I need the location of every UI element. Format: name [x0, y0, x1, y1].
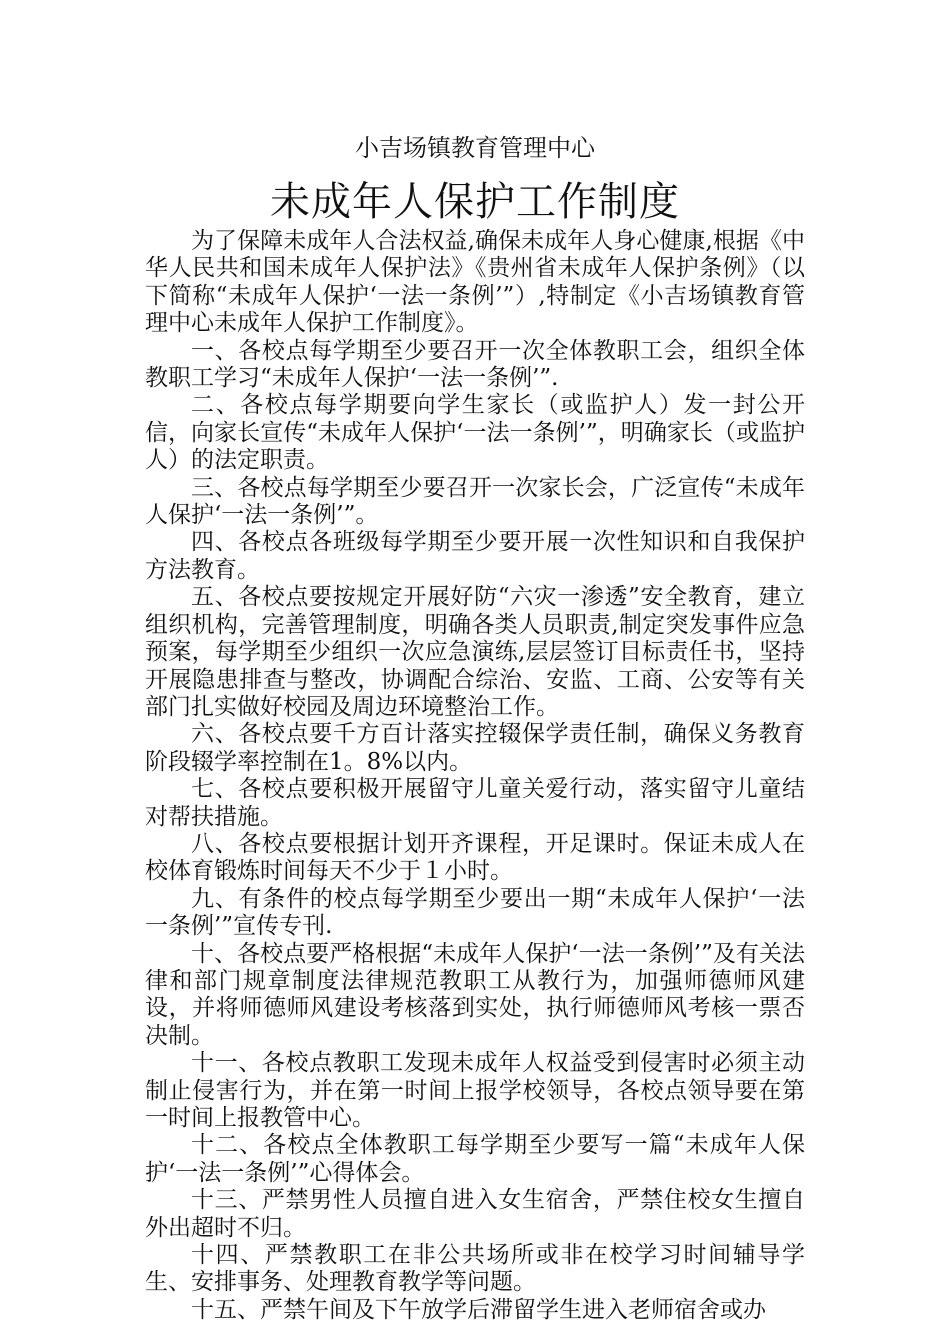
rule-item: 十四、严禁教职工在非公共场所或非在校学习时间辅导学生、安排事务、处理教育教学等问题。	[145, 1242, 805, 1296]
rule-item: 七、各校点要积极开展留守儿童关爱行动，落实留守儿童结对帮扶措施。	[145, 776, 805, 830]
rule-item: 十一、各校点教职工发现未成年人权益受到侵害时必须主动制止侵害行为，并在第一时间上报学校领导，各校点领导要在第一时间上报教管中心。	[145, 1050, 805, 1131]
rule-item: 十二、各校点全体教职工每学期至少要写一篇“未成年人保护‘一法一条例’”心得体会。	[145, 1132, 805, 1186]
intro-paragraph: 为了保障未成年人合法权益,确保未成年人身心健康,根据《中华人民共和国未成年人保护法》《贵州省未成年人保护条例》（以下简称“未成年人保护‘一法一条例’”）,特制定《小吉场镇教育管理中心未成年人保护工作制度》。	[145, 228, 805, 337]
document-page	[145, 128, 805, 1324]
rule-item: 十五、严禁午间及下午放学后滞留学生进入老师宿舍或办	[191, 1296, 766, 1323]
rule-item: 三、各校点每学期至少要召开一次家长会，广泛宣传“未成年人保护‘一法一条例’”。	[145, 474, 805, 529]
document-title: 未成年人保护工作制度	[270, 179, 680, 225]
rule-item: 一、各校点每学期至少要召开一次全体教职工会，组织全体教职工学习“未成年人保护‘一法一条例’”.	[145, 337, 805, 392]
rule-item: 二、各校点每学期要向学生家长（或监护人）发一封公开信，向家长宣传“未成年人保护‘一法一条例’”，明确家长（或监护人）的法定职责。	[145, 392, 805, 474]
rule-item: 四、各校点各班级每学期至少要开展一次性知识和自我保护方法教育。	[145, 529, 805, 583]
rule-item: 五、各校点要按规定开展好防“六灾一渗透”安全教育，建立组织机构，完善管理制度，明确各类人员职责,制定突发事件应急预案，每学期至少组织一次应急演练,层层签订目标责任书，坚持开展隐患排查与整改，协调配合综治、安监、工商、公安等有关部门扎实做好校园及周边环境整治工作。	[145, 584, 805, 720]
rule-item: 九、有条件的校点每学期至少要出一期“未成年人保护‘一法一条例’”宣传专刊.	[145, 885, 805, 940]
rule-item: 十、各校点要严格根据“未成年人保护‘一法一条例’”及有关法律和部门规章制度法律规范教职工从教行为，加强师德师风建设，并将师德师风建设考核落到实处，执行师德师风考核一票否决制。	[145, 940, 805, 1049]
rule-item: 八、各校点要根据计划开齐课程，开足课时。保证未成人在校体育锻炼时间每天不少于１小时。	[145, 830, 805, 885]
organization-name: 小吉场镇教育管理中心	[355, 134, 595, 162]
rule-item: 六、各校点要千方百计落实控辍保学责任制，确保义务教育阶段辍学率控制在1。8%以内。	[145, 721, 805, 775]
rule-item: 十三、严禁男性人员擅自进入女生宿舍，严禁住校女生擅自外出超时不归。	[145, 1187, 805, 1241]
